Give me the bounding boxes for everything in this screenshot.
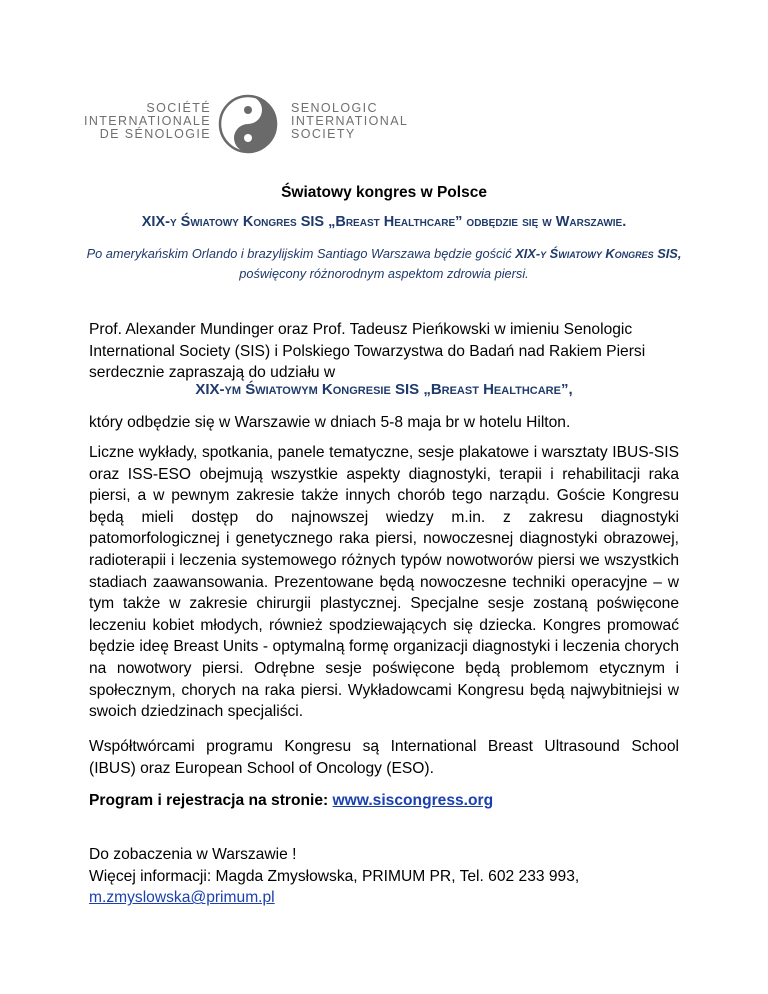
date-line: który odbędzie się w Warszawie w dniach 5-8 maja br w hotelu Hilton. [89, 414, 571, 431]
logo-text-english: SENOLOGIC INTERNATIONAL SOCIETY [291, 101, 409, 141]
registration-line: Program i rejestracja na stronie: www.siscongress.org [89, 792, 494, 809]
main-paragraph: Liczne wykłady, spotkania, panele tematyczne, sesje plakatowe i warsztaty IBUS-SIS oraz ISS-ESO obejmują wszystkie aspekty diagnostyki, terapii i rehabilitacji raka piersi, a w pewnym zakresie także innych chorób tego narządu. Goście Kongresu będą mieli dostęp do najnowszej wiedzy m.in. z zakresu diagnostyki patomorfologicznej i genetycznego raka piersi, nowoczesnej diagnostyki obrazowej, radioterapii i leczenia systemowego różnych typów nowotworów piersi we wszystkich stadiach zaawansowania. Prezentowane będą nowoczesne techniki operacyjne – w tym także w zakresie chirurgii plastycznej. Specjalne sesje zostaną poświęcone leczeniu kobiet młodych, również spodziewających się dziecka. Kongres promować będzie ideę Breast Units - optymalną formę organizacji diagnostyki i leczenia chorych na nowotwory piersi. Odrębne sesje poświęcone będą problemom etycznym i społecznym, chorych na raka piersi. Wykładowcami Kongresu będą najwybitniejsi w swoich dziedzinach specjaliści. [89, 444, 679, 721]
page-title: Światowy kongres w Polsce [281, 184, 487, 201]
intro-paragraph: Prof. Alexander Mundinger oraz Prof. Tadeusz Pieńkowski w imieniu Senologic International Society (SIS) i Polskiego Towarzystwa do Badań nad Rakiem Piersi serdecznie zapraszają do udziału w [89, 321, 646, 382]
closing-block [89, 844, 679, 909]
registration-link[interactable]: www.siscongress.org [332, 792, 494, 809]
page-subtitle: XIX-y Światowy Kongres SIS „Breast Healthcare” odbędzie się w Warszawie. [141, 214, 627, 230]
coop-paragraph: Współtwórcami programu Kongresu są International Breast Ultrasound School (IBUS) oraz European School of Oncology (ESO). [89, 738, 679, 777]
logo-text-french: SOCIÉTÉ INTERNATIONALE DE SÉNOLOGIE [83, 101, 211, 141]
congress-name: XIX-ym Światowym Kongresie SIS „Breast Healthcare”, [195, 381, 573, 398]
lead-congress-name: XIX-y Światowy Kongres SIS, [515, 246, 682, 261]
lead-paragraph: Po amerykańskim Orlando i brazylijskim Santiago Warszawa będzie gościć XIX-y Światowy Kongres SIS, poświęcony różnorodnym aspektom zdrowia piersi. [86, 246, 682, 281]
yin-yang-icon [218, 94, 278, 154]
sis-logo [0, 94, 768, 154]
contact-email-link[interactable]: m.zmyslowska@primum.pl [89, 889, 275, 907]
greeting: Do zobaczenia w Warszawie ! [89, 846, 297, 863]
contact-info: Więcej informacji: Magda Zmysłowska, PRIMUM PR, Tel. 602 233 993, [89, 867, 580, 885]
